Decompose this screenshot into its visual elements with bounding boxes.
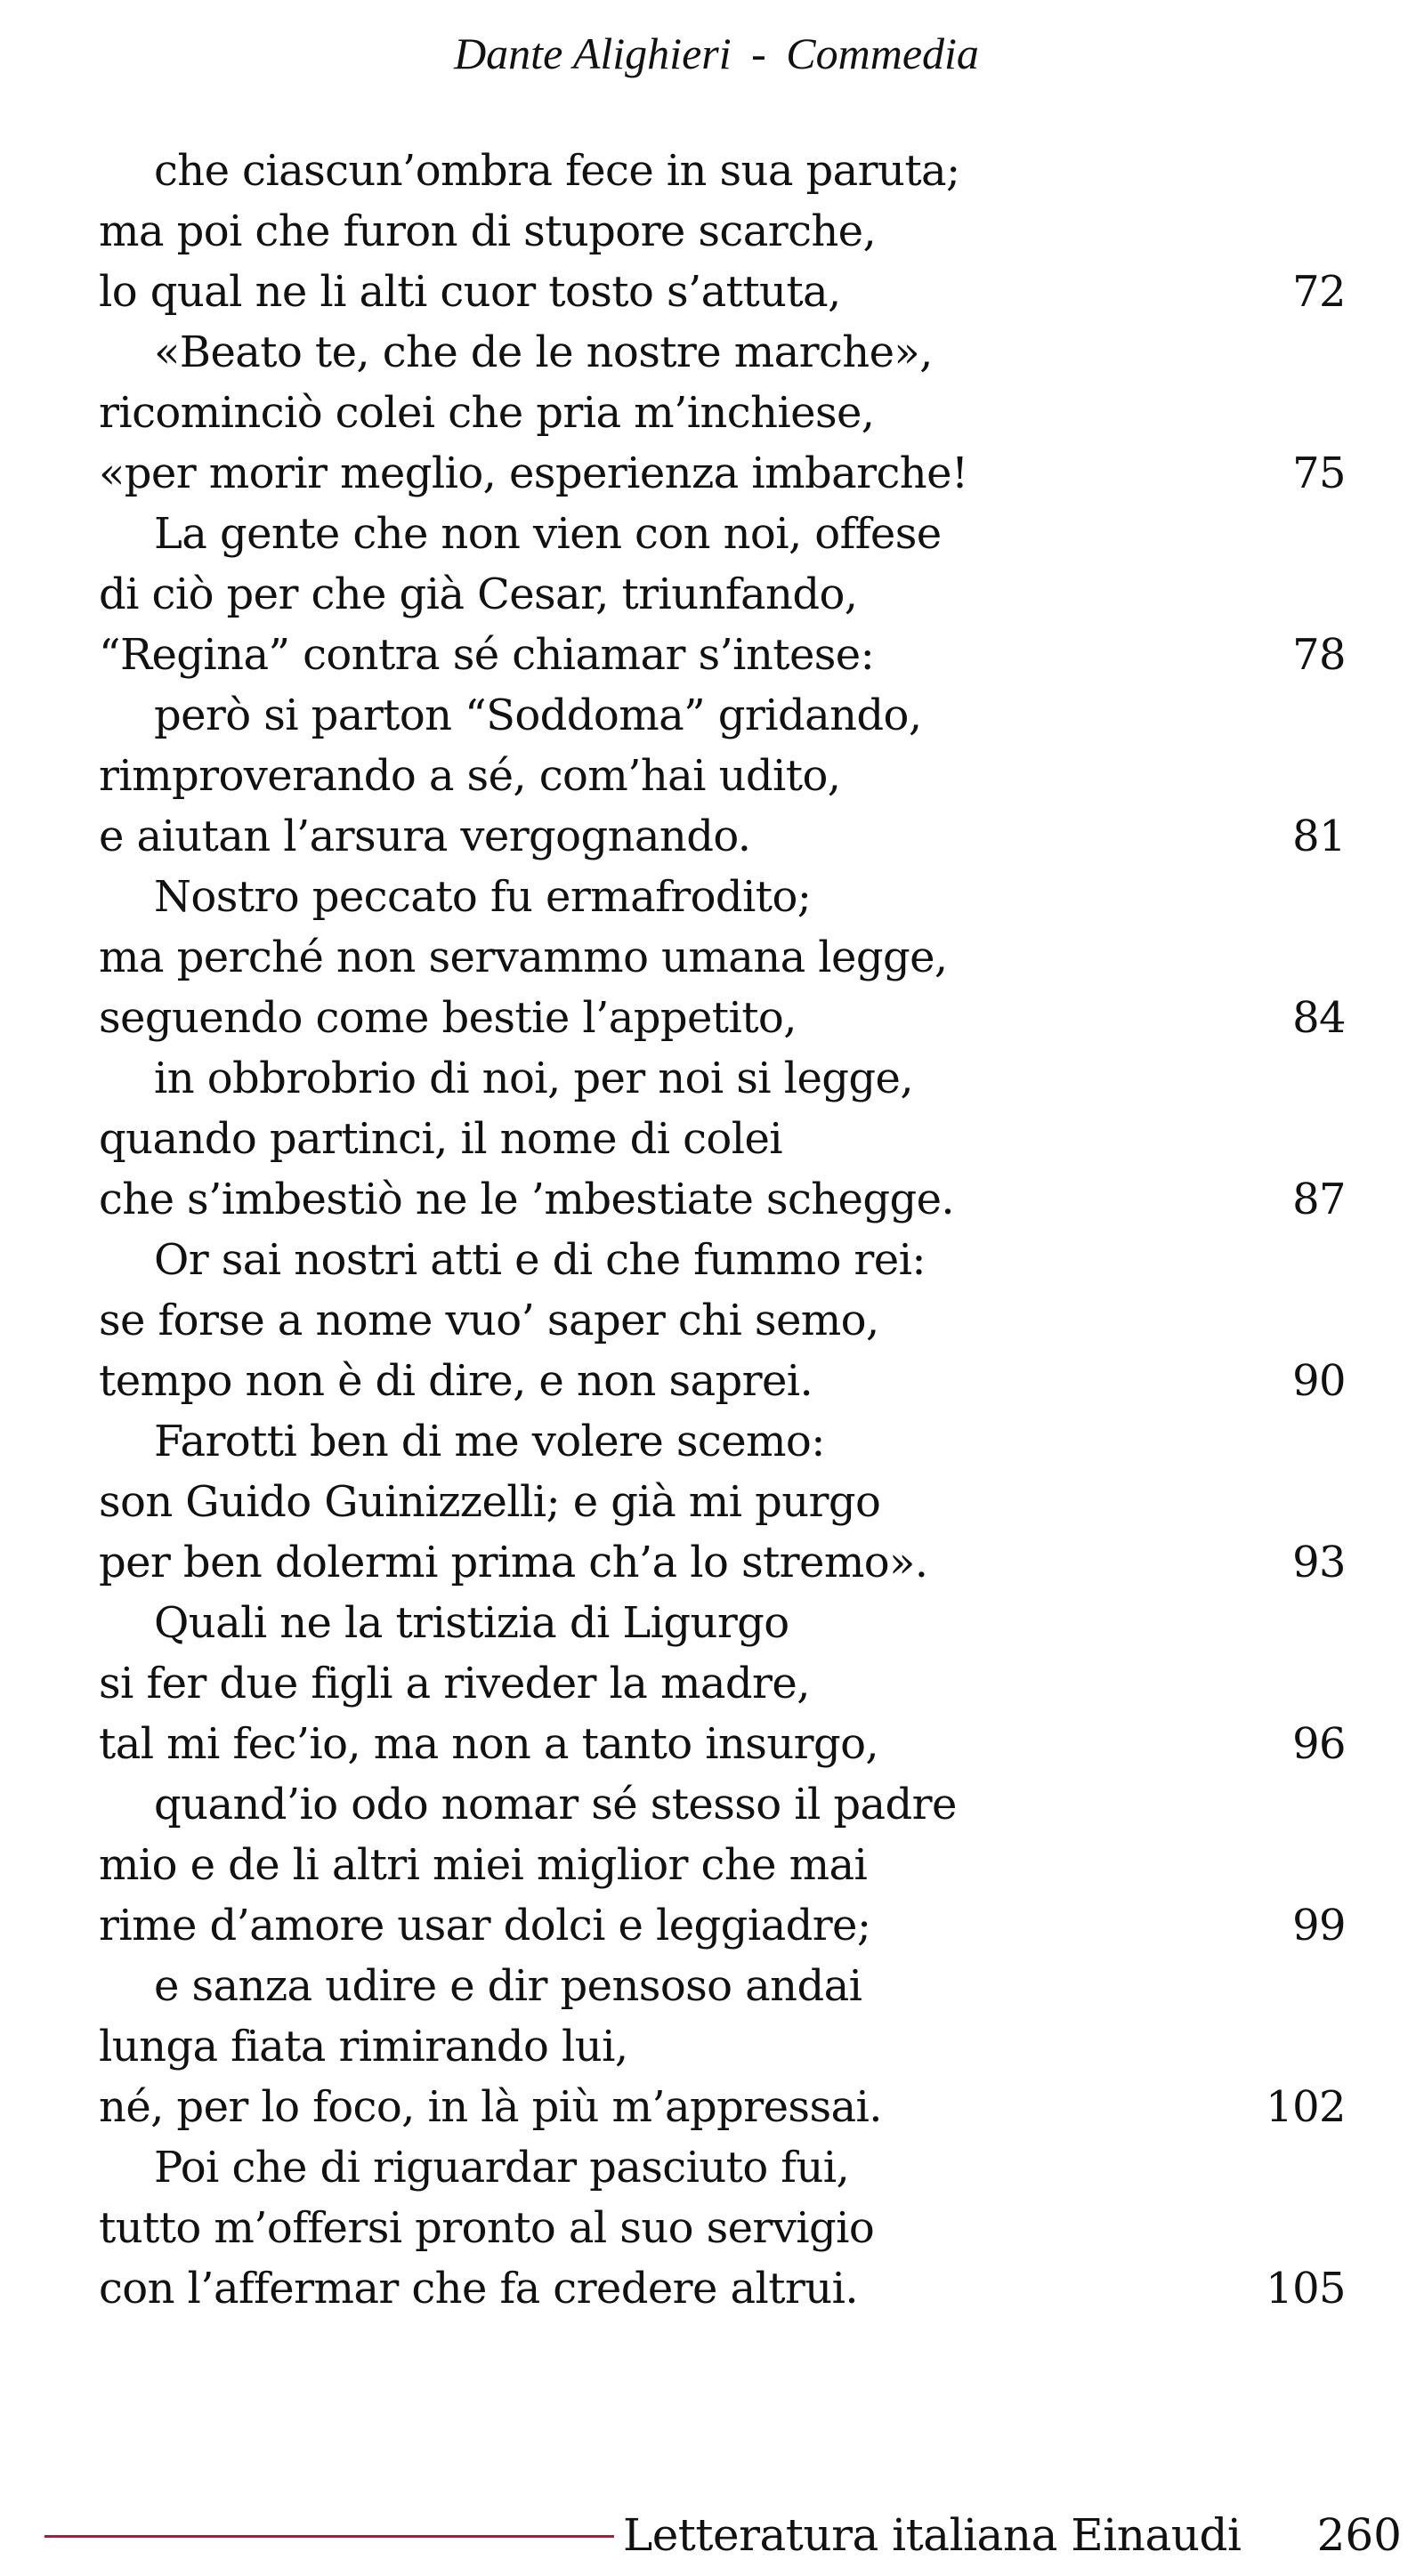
verse-line: [99, 443, 1346, 504]
verse-line: [99, 1169, 1346, 1230]
verse-number: 84: [1292, 993, 1346, 1043]
verse-line: [99, 1411, 1256, 1472]
verse-text: e sanza udire e dir pensoso andai: [154, 1961, 862, 2011]
verse-line: [99, 383, 1256, 443]
verse-text: ma perché non servammo umana legge,: [99, 933, 948, 982]
running-header: [0, 27, 1424, 80]
verse-text: «Beato te, che de le nostre marche»,: [154, 327, 933, 377]
verse-text: tempo non è di dire, e non saprei.: [99, 1356, 813, 1406]
verse-number: 75: [1292, 448, 1346, 498]
verse-number: 96: [1292, 1719, 1346, 1769]
verse-number: 72: [1292, 267, 1346, 317]
page-number: 260: [1316, 2509, 1402, 2561]
verse-text: seguendo come bestie l’appetito,: [99, 993, 797, 1043]
verse-text: Nostro peccato fu ermafrodito;: [154, 872, 812, 922]
verse-line: [99, 927, 1256, 988]
verse-line: [99, 1895, 1346, 1956]
verse-line: [99, 2258, 1346, 2319]
verse-line: [99, 1835, 1256, 1895]
verse-text: e aiutan l’arsura vergognando.: [99, 812, 751, 861]
header-work-title: Commedia: [786, 28, 979, 78]
verse-line: [99, 806, 1346, 867]
verse-text: si fer due figli a riveder la madre,: [99, 1659, 810, 1708]
verse-number: 81: [1292, 812, 1346, 861]
verse-line: [99, 2137, 1256, 2198]
verse-line: [99, 1956, 1256, 2016]
verse-line: [99, 625, 1346, 685]
verse-text: lo qual ne li alti cuor tosto s’attuta,: [99, 267, 841, 317]
verse-number: 93: [1292, 1538, 1346, 1587]
verse-line: [99, 504, 1256, 564]
verse-text: Farotti ben di me volere scemo:: [154, 1417, 825, 1466]
verse-text: per ben dolermi prima ch’a lo stremo».: [99, 1538, 928, 1587]
verse-text: che s’imbestiò ne le ’mbestiate schegge.: [99, 1175, 955, 1224]
verse-line: [99, 262, 1346, 322]
verse-text: quand’io odo nomar sé stesso il padre: [154, 1780, 957, 1829]
verse-line: [99, 322, 1256, 383]
verse-block: [99, 141, 1346, 2319]
verse-text: né, per lo foco, in là più m’appressai.: [99, 2082, 882, 2132]
verse-line: [99, 2198, 1256, 2258]
verse-text: rimproverando a sé, com’hai udito,: [99, 751, 841, 801]
verse-text: La gente che non vien con noi, offese: [154, 509, 942, 559]
verse-number: 99: [1292, 1901, 1346, 1950]
verse-number: 102: [1266, 2082, 1346, 2132]
verse-text: di ciò per che già Cesar, triunfando,: [99, 569, 858, 619]
verse-text: se forse a nome vuo’ saper chi semo,: [99, 1296, 879, 1345]
verse-line: [99, 201, 1256, 262]
verse-line: [99, 1653, 1256, 1714]
page-footer: [44, 2505, 1402, 2567]
verse-text: rime d’amore usar dolci e leggiadre;: [99, 1901, 871, 1950]
verse-text: mio e de li altri miei miglior che mai: [99, 1840, 868, 1890]
verse-text: «per morir meglio, esperienza imbarche!: [99, 448, 968, 498]
verse-line: [99, 1714, 1346, 1774]
verse-text: con l’affermar che fa credere altrui.: [99, 2264, 859, 2314]
verse-text: lunga fiata rimirando lui,: [99, 2022, 628, 2071]
verse-line: [99, 564, 1256, 625]
verse-line: [99, 746, 1256, 806]
verse-line: [99, 1774, 1256, 1835]
verse-line: [99, 1048, 1256, 1109]
verse-line: [99, 141, 1256, 201]
footer-rule: [44, 2535, 614, 2538]
verse-text: Poi che di riguardar pasciuto fui,: [154, 2143, 850, 2192]
verse-text: Or sai nostri atti e di che fummo rei:: [154, 1235, 926, 1285]
verse-line: [99, 685, 1256, 746]
verse-number: 78: [1292, 630, 1346, 680]
verse-number: 90: [1292, 1356, 1346, 1406]
verse-line: [99, 1230, 1256, 1290]
verse-text: che ciascun’ombra fece in sua paruta;: [154, 146, 960, 196]
verse-text: in obbrobrio di noi, per noi si legge,: [154, 1054, 913, 1103]
verse-line: [99, 1472, 1256, 1532]
verse-text: quando partinci, il nome di colei: [99, 1114, 783, 1164]
verse-text: ricominciò colei che pria m’inchiese,: [99, 388, 875, 438]
verse-text: ma poi che furon di stupore scarche,: [99, 206, 877, 256]
verse-text: però si parton “Soddoma” gridando,: [154, 690, 922, 740]
header-separator: -: [751, 28, 766, 78]
verse-line: [99, 2016, 1256, 2077]
verse-text: tal mi fec’io, ma non a tanto insurgo,: [99, 1719, 879, 1769]
verse-text: tutto m’offersi pronto al suo servigio: [99, 2203, 875, 2253]
verse-line: [99, 1593, 1256, 1653]
header-author: Dante Alighieri: [454, 28, 732, 78]
verse-number: 105: [1266, 2264, 1346, 2314]
verse-line: [99, 867, 1256, 927]
verse-text: Quali ne la tristizia di Ligurgo: [154, 1598, 789, 1648]
verse-number: 87: [1292, 1175, 1346, 1224]
verse-line: [99, 2077, 1346, 2137]
verse-line: [99, 1532, 1346, 1593]
verse-text: “Regina” contra sé chiamar s’intese:: [99, 630, 875, 680]
verse-line: [99, 1351, 1346, 1411]
footer-publisher: Letteratura italiana Einaudi: [623, 2509, 1242, 2561]
verse-line: [99, 1109, 1256, 1169]
verse-line: [99, 1290, 1256, 1351]
verse-line: [99, 988, 1346, 1048]
verse-text: son Guido Guinizzelli; e già mi purgo: [99, 1477, 881, 1527]
